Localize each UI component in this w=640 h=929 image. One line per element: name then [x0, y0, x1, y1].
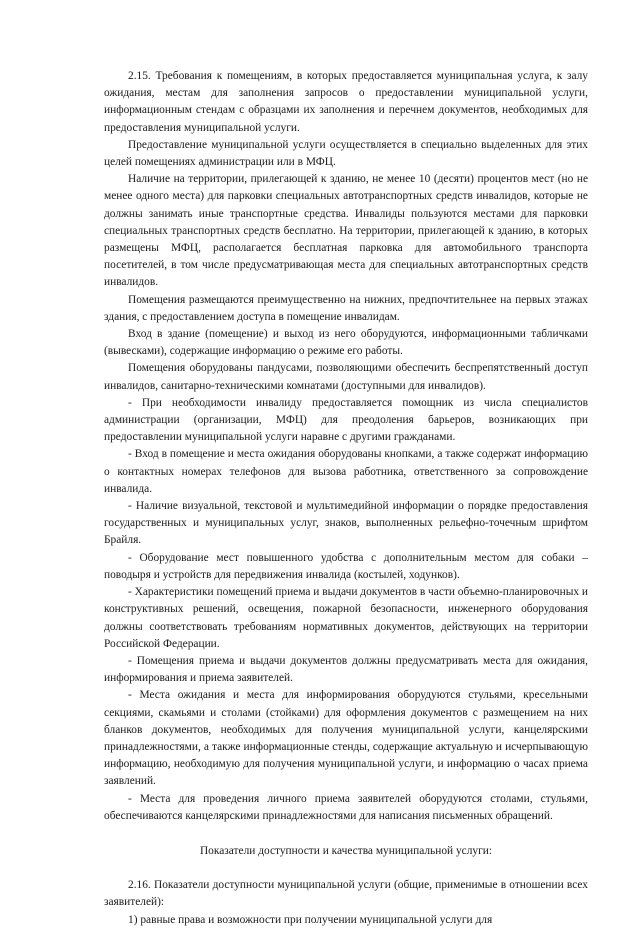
list-item: - Наличие визуальной, текстовой и мультимедийной информации о порядке предоставления государственных и муниципальных услуг, знаков, выполненных рельефно-точечным шрифтом Брайля. — [104, 500, 588, 547]
paragraph: Наличие на территории, прилегающей к зданию, не менее 10 (десяти) процентов мест (но не менее одного места) для парковки специальных автотранспортных средств инвалидов, которые не должны занимать иные транспортные средства. Инвалиды пользуются местами для парковки специальных транспортных средств бесплатно. На территории, прилегающей к зданию, в которых размещены МФЦ, располагается бесплатная парковка для автомобильного транспорта посетителей, в том числе предусматривающая места для специальных автотранспортных средств инвалидов. — [104, 173, 588, 289]
list-item: - Помещения приема и выдачи документов должны предусматривать места для ожидания, информирования и приема заявителей. — [104, 654, 588, 685]
list-item: 1) равные права и возможности при получении муниципальной услуги для — [128, 913, 493, 926]
section-heading: Показатели доступности и качества муниципальной услуги: — [199, 844, 493, 857]
paragraph: Вход в здание (помещение) и выход из него оборудуются, информационными табличками (вывесками), содержащие информацию о режиме его работы. — [104, 328, 588, 358]
paragraph-2-16: 2.16. Показатели доступности муниципальной услуги (общие, применимые в отношении всех заявителей): — [104, 879, 588, 909]
list-item: - При необходимости инвалиду предоставляется помощник из числа специалистов администрации (организации, МФЦ) для преодоления барьеров, возникающих при предоставлении муниципальной услуги наравне с другими гражданами. — [104, 396, 588, 444]
paragraph: Предоставление муниципальной услуги осуществляется в специально выделенных для этих целей помещениях администрации или в МФЦ. — [104, 138, 588, 169]
paragraph-2-15: 2.15. Требования к помещениям, в которых предоставляется муниципальная услуга, к залу ожидания, местам для заполнения запросов о предоставлении муниципальной услуги, информационным стендам с образцами их заполнения и перечнем документов, необходимых для предоставления муниципальной услуги. — [104, 70, 588, 134]
list-item: - Вход в помещение и места ожидания оборудованы кнопками, а также содержат информацию о контактных номерах телефонов для вызова работника, ответственного за сопровождение инвалида. — [104, 448, 588, 495]
document-body — [104, 68, 588, 929]
paragraph: Помещения размещаются преимущественно на нижних, предпочтительнее на первых этажах здания, с предоставлением доступа в помещение инвалидам. — [104, 293, 588, 323]
list-item: - Оборудование мест повышенного удобства с дополнительным местом для собаки – поводыря и устройств для передвижения инвалида (костылей, ходунков). — [104, 551, 588, 581]
list-item: - Места ожидания и места для информирования оборудуются стульями, кресельными секциями, скамьями и столами (стойками) для оформления документов с размещением на них бланков документов, необходимых для получения муниципальной услуги, канцелярскими принадлежностями, а также информационные стенды, содержащие актуальную и исчерпывающую информацию, необходимую для получения муниципальной услуги, и информацию о часах приема заявлений. — [104, 689, 588, 788]
list-item: - Места для проведения личного приема заявителей оборудуются столами, стульями, обеспечиваются канцелярскими принадлежностями для написания письменных обращений. — [104, 792, 588, 822]
list-item: - Характеристики помещений приема и выдачи документов в части объемно-планировочных и конструктивных решений, освещения, пожарной безопасности, инженерного оборудования должны соответствовать требованиям нормативных документов, действующих на территории Российской Федерации. — [104, 586, 588, 650]
paragraph: Помещения оборудованы пандусами, позволяющими обеспечить беспрепятственный доступ инвалидов, санитарно-техническими комнатами (доступными для инвалидов). — [104, 362, 588, 392]
